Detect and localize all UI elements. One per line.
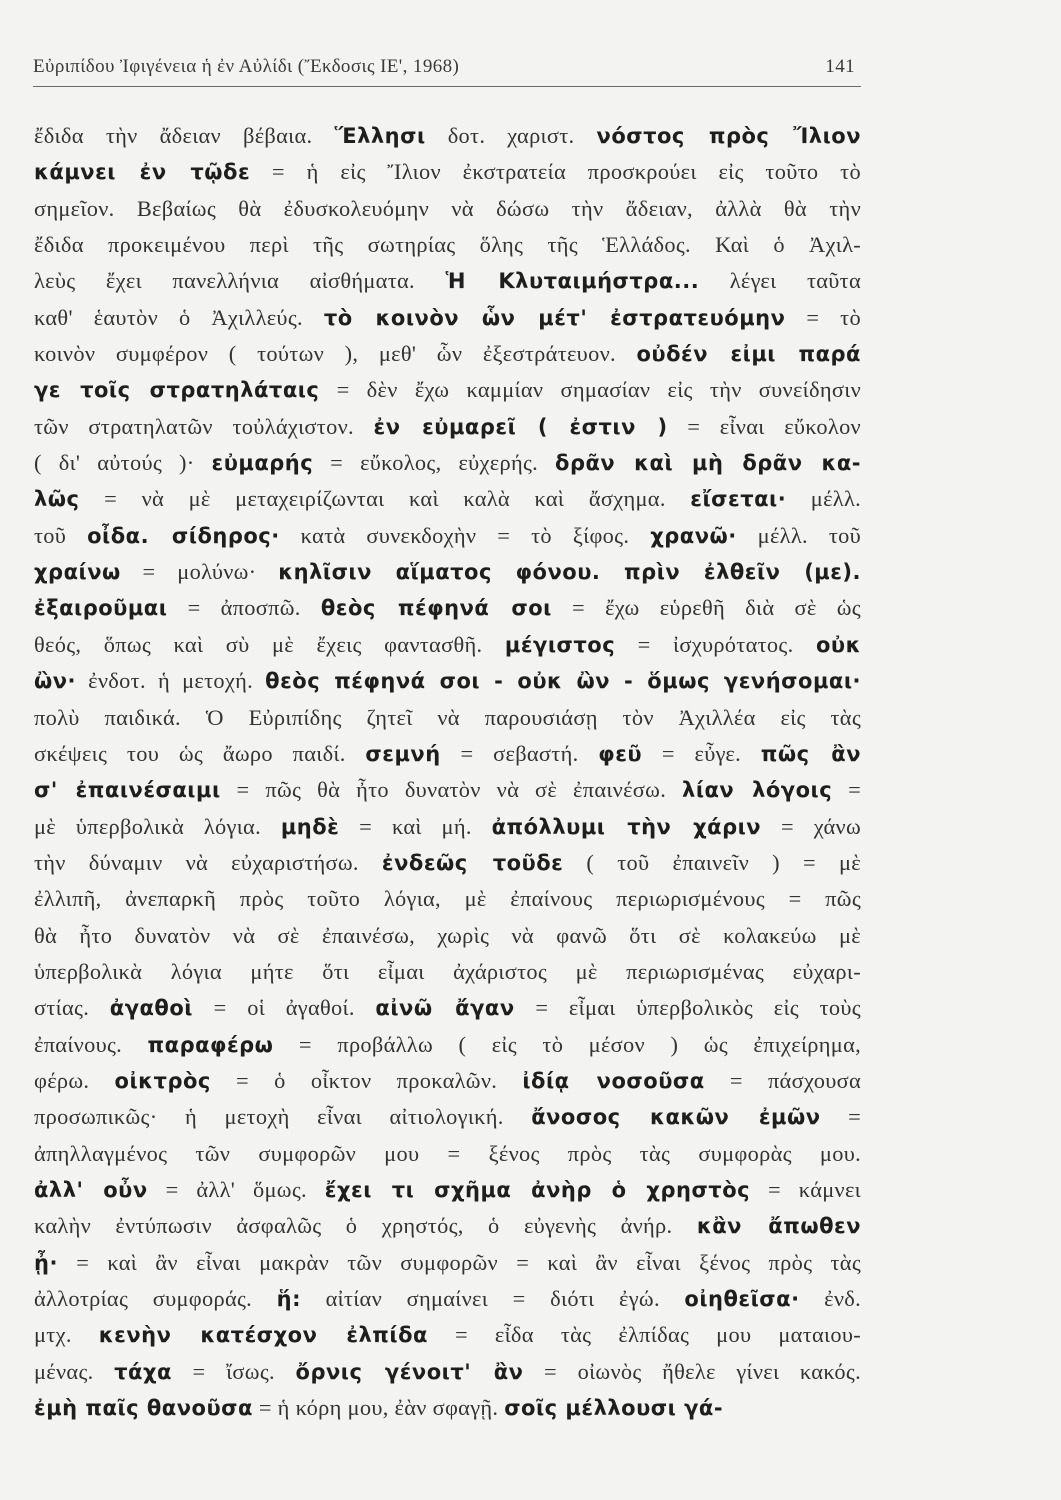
lemma: θεὸς πέφηνά σοι - οὐκ ὢν - ὅμως γενήσομαι· bbox=[265, 669, 861, 694]
gloss-text: = ἔχω εὑρεθῆ διὰ σὲ ὡς bbox=[551, 595, 861, 621]
gloss-text: ἐλλιπῆ, ἀνεπαρκῆ πρὸς τοῦτο λόγια, μὲ ἐπαίνους περιωρισμένους = πῶς bbox=[34, 886, 861, 912]
gloss-text: = οἰωνὸς ἤθελε γίνει κακός. bbox=[523, 1358, 861, 1384]
running-head-title: Εὐριπίδου Ἰφιγένεια ἡ ἐν Αὐλίδι (Ἔκδοσις ΙΕ', 1968) bbox=[33, 56, 460, 77]
lemma: ἐν εὐμαρεῖ ( ἐστιν ) bbox=[373, 414, 668, 439]
lemma: ἔχει τι σχῆμα ἀνὴρ ὁ χρηστὸς bbox=[324, 1177, 751, 1202]
gloss-text: = ἰσχυρότατος. bbox=[615, 631, 816, 657]
gloss-text: = κάμνει bbox=[750, 1176, 861, 1202]
text-line bbox=[34, 1063, 861, 1099]
lemma: παραφέρω bbox=[147, 1032, 274, 1057]
text-line bbox=[34, 227, 861, 263]
lemma: ἀγαθοὶ bbox=[109, 996, 193, 1021]
text-line bbox=[34, 590, 861, 626]
text-line bbox=[34, 372, 861, 408]
text-line bbox=[34, 1245, 861, 1281]
gloss-text: ἐνδ. bbox=[799, 1286, 861, 1311]
gloss-text: κοινὸν συμφέρον ( τούτων ), μεθ' ὧν ἐξεστράτευον. bbox=[34, 341, 637, 367]
gloss-text: μένας. bbox=[34, 1358, 115, 1384]
lemma: χραίνω bbox=[34, 560, 121, 585]
gloss-text: λέγει ταῦτα bbox=[699, 268, 861, 294]
gloss-text: = δὲν ἔχω καμμίαν σημασίαν εἰς τὴν συνείδησιν bbox=[319, 377, 861, 403]
text-line bbox=[34, 300, 861, 336]
gloss-text: μέλλ. τοῦ bbox=[736, 522, 862, 548]
gloss-text: = πῶς θὰ ἦτο δυνατὸν νὰ σὲ ἐπαινέσω. bbox=[220, 777, 683, 803]
lemma: θεὸς πέφηνά σοι bbox=[320, 596, 552, 621]
text-line bbox=[34, 1136, 861, 1172]
lemma: κάμνει ἐν τῷδε bbox=[34, 160, 251, 185]
gloss-text: προσωπικῶς· ἡ μετοχὴ εἶναι αἰτιολογική. bbox=[34, 1104, 532, 1130]
lemma: ὢν· bbox=[34, 669, 77, 694]
text-line bbox=[34, 700, 861, 736]
gloss-text: = ἡ εἰς Ἴλιον ἐκστρατεία προσκρούει εἰς τοῦτο τὸ bbox=[250, 159, 861, 185]
text-line bbox=[34, 990, 861, 1026]
text-line bbox=[34, 1027, 861, 1063]
gloss-text: ἐπαίνους. bbox=[34, 1031, 148, 1057]
gloss-text: = εἶδα τὰς ἐλπίδας μου ματαιου- bbox=[427, 1322, 861, 1348]
lemma: λίαν λόγοις bbox=[682, 778, 833, 803]
text-line bbox=[34, 1317, 861, 1353]
gloss-text: δοτ. χαριστ. bbox=[425, 123, 597, 148]
lemma: Ἕλλησι bbox=[334, 124, 426, 148]
gloss-text: ἀπηλλαγμένος τῶν συμφορῶν μου = ξένος πρὸς τὰς συμφορὰς μου. bbox=[34, 1140, 861, 1166]
commentary-text bbox=[34, 118, 861, 1426]
text-line bbox=[34, 118, 861, 154]
gloss-text: = νὰ μὲ μεταχειρίζωνται καὶ καλὰ καὶ ἄσχημα. bbox=[79, 486, 691, 512]
text-line bbox=[34, 554, 861, 590]
gloss-text: ( δι' αὐτούς )· bbox=[34, 450, 212, 476]
lemma: ᾖ· bbox=[34, 1250, 58, 1275]
gloss-text: = ὁ οἶκτον προκαλῶν. bbox=[210, 1067, 523, 1093]
header-rule bbox=[33, 86, 861, 87]
lemma: γε τοῖς στρατηλάταις bbox=[34, 378, 320, 403]
lemma: σεμνή bbox=[365, 741, 441, 766]
text-line bbox=[34, 154, 861, 190]
lemma: ἐμὴ παῖς θανοῦσα bbox=[34, 1396, 253, 1421]
gloss-text: = εὔκολος, εὐχερής. bbox=[313, 450, 556, 476]
lemma: οἶδα. σίδηρος· bbox=[87, 523, 280, 548]
lemma: κενὴν κατέσχον ἐλπίδα bbox=[98, 1323, 428, 1348]
text-line bbox=[34, 1099, 861, 1135]
lemma: μηδὲ bbox=[280, 814, 340, 839]
lemma: ἀπόλλυμι τὴν χάριν bbox=[491, 814, 762, 839]
text-line bbox=[34, 627, 861, 663]
gloss-text: θεός, ὅπως καὶ σὺ μὲ ἔχεις φαντασθῆ. bbox=[34, 631, 505, 657]
gloss-text: στίας. bbox=[34, 995, 110, 1021]
text-line bbox=[34, 263, 861, 299]
lemma: δρᾶν καὶ μὴ δρᾶν κα- bbox=[555, 451, 862, 476]
gloss-text: = ἡ κόρη μου, ἐὰν σφαγῇ. bbox=[252, 1395, 505, 1421]
gloss-text: = ἴσως. bbox=[171, 1358, 296, 1384]
lemma: τάχα bbox=[114, 1359, 172, 1384]
gloss-text: ( τοῦ ἐπαινεῖν ) = μὲ bbox=[563, 849, 861, 875]
gloss-text: = χάνω bbox=[761, 813, 861, 839]
text-line bbox=[34, 336, 861, 372]
gloss-text: = μολύνω· bbox=[120, 559, 279, 585]
gloss-text: καθ' ἑαυτὸν ὁ Ἀχιλλεύς. bbox=[34, 304, 324, 330]
gloss-text: = οἱ ἀγαθοί. bbox=[192, 995, 376, 1021]
gloss-text: σκέψεις του ὡς ἄωρο παιδί. bbox=[34, 740, 366, 766]
text-line bbox=[34, 1208, 861, 1244]
lemma: πῶς ἂν bbox=[760, 741, 861, 766]
text-line bbox=[34, 663, 861, 699]
text-line bbox=[34, 845, 861, 881]
lemma: νόστος πρὸς Ἴλιον bbox=[596, 124, 862, 148]
lemma: εἴσεται· bbox=[690, 487, 787, 512]
gloss-text: = bbox=[820, 1104, 862, 1130]
lemma: ὄρνις γένοιτ' ἂν bbox=[295, 1359, 524, 1384]
gloss-text: ἔδιδα προκειμένου περὶ τῆς σωτηρίας ὅλης τῆς Ἑλλάδος. Καὶ ὁ Ἀχιλ- bbox=[34, 232, 861, 258]
gloss-text: = τὸ bbox=[785, 304, 861, 330]
gloss-text: μὲ ὑπερβολικὰ λόγια. bbox=[34, 813, 281, 839]
lemma: ἰδίᾳ νοσοῦσα bbox=[522, 1068, 705, 1093]
text-line bbox=[34, 481, 861, 517]
gloss-text: = εὖγε. bbox=[642, 740, 761, 766]
gloss-text: = καὶ ἂν εἶναι μακρὰν τῶν συμφορῶν = καὶ ἂν εἶναι ξένος πρὸς τὰς bbox=[57, 1249, 861, 1275]
gloss-text: = σεβαστή. bbox=[440, 740, 599, 766]
lemma: ἥ: bbox=[276, 1287, 301, 1311]
lemma: μέγιστος bbox=[504, 632, 616, 657]
lemma: σοῖς μέλλουσι γά- bbox=[504, 1396, 724, 1421]
lemma: χρανῶ· bbox=[650, 523, 737, 548]
text-line bbox=[34, 736, 861, 772]
gloss-text: τὴν δύναμιν νὰ εὐχαριστήσω. bbox=[34, 849, 382, 875]
gloss-text: ἔδιδα τὴν ἄδειαν βέβαια. bbox=[34, 123, 335, 148]
gloss-text: λεὺς ἔχει πανελλήνια αἰσθήματα. bbox=[34, 268, 446, 294]
gloss-text: ἀλλοτρίας συμφοράς. bbox=[34, 1286, 277, 1311]
running-head bbox=[33, 56, 861, 86]
gloss-text: = ἀποσπῶ. bbox=[167, 595, 321, 621]
text-line bbox=[34, 918, 861, 954]
lemma: ἐνδεῶς τοῦδε bbox=[381, 850, 564, 875]
lemma: Ἡ Κλυταιμήστρα... bbox=[445, 269, 700, 294]
text-line bbox=[34, 445, 861, 481]
gloss-text: τῶν στρατηλατῶν τοὐλάχιστον. bbox=[34, 413, 374, 439]
gloss-text: = προβάλλω ( εἰς τὸ μέσον ) ὡς ἐπιχείρημα, bbox=[273, 1031, 862, 1057]
text-line bbox=[34, 191, 861, 227]
gloss-text: κατὰ συνεκδοχὴν = τὸ ξίφος. bbox=[279, 522, 651, 548]
lemma: εὐμαρής bbox=[211, 451, 314, 476]
gloss-text: = καὶ μή. bbox=[339, 813, 492, 839]
text-line bbox=[34, 1172, 861, 1208]
lemma: οὐκ bbox=[815, 632, 861, 657]
gloss-text: πολὺ παιδικά. Ὁ Εὐριπίδης ζητεῖ νὰ παρουσιάσῃ τὸν Ἀχιλλέα εἰς τὰς bbox=[34, 704, 861, 730]
lemma: τὸ κοινὸν ὧν μέτ' ἐστρατευόμην bbox=[323, 305, 786, 330]
gloss-text: = εἶναι εὔκολον bbox=[667, 413, 861, 439]
text-line bbox=[34, 954, 861, 990]
lemma: οἰκτρὸς bbox=[114, 1068, 211, 1093]
text-line bbox=[34, 1281, 861, 1317]
lemma: ἀλλ' οὖν bbox=[34, 1177, 148, 1202]
text-line bbox=[34, 409, 861, 445]
gloss-text: = ἀλλ' ὅμως. bbox=[147, 1176, 325, 1202]
gloss-text: = εἶμαι ὑπερβολικὸς εἰς τοὺς bbox=[514, 995, 861, 1021]
lemma: λῶς bbox=[34, 487, 80, 512]
lemma: αἰνῶ ἄγαν bbox=[375, 996, 515, 1021]
gloss-text: = πάσχουσα bbox=[704, 1067, 861, 1093]
lemma: κηλῖσιν αἵματος φόνου. πρὶν ἐλθεῖν (με). bbox=[278, 560, 862, 585]
lemma: σ' ἐπαινέσαιμι bbox=[34, 778, 221, 803]
lemma: φεῦ bbox=[598, 741, 643, 766]
gloss-text: μέλλ. bbox=[786, 486, 861, 512]
text-line bbox=[34, 1390, 861, 1426]
gloss-text: μτχ. bbox=[34, 1322, 99, 1348]
lemma: ἄνοσος κακῶν ἐμῶν bbox=[531, 1105, 821, 1130]
gloss-text: ἐνδοτ. ἡ μετοχή. bbox=[76, 668, 266, 694]
lemma: κἂν ἄπωθεν bbox=[696, 1214, 861, 1239]
gloss-text: = bbox=[832, 777, 862, 803]
gloss-text: σημεῖον. Βεβαίως θὰ ἐδυσκολευόμην νὰ δώσω τὴν ἄδειαν, ἀλλὰ θὰ τὴν bbox=[34, 195, 861, 221]
lemma: ἐξαιροῦμαι bbox=[34, 596, 168, 621]
text-line bbox=[34, 1354, 861, 1390]
text-line bbox=[34, 881, 861, 917]
lemma: οὐδέν εἰμι παρά bbox=[636, 342, 861, 367]
gloss-text: θὰ ἦτο δυνατὸν νὰ σὲ ἐπαινέσω, χωρὶς νὰ φανῶ ὅτι σὲ κολακεύω μὲ bbox=[34, 922, 861, 948]
gloss-text: καλὴν ἐντύπωσιν ἀσφαλῶς ὁ χρηστός, ὁ εὐγενὴς ἀνήρ. bbox=[34, 1213, 697, 1239]
page-number: 141 bbox=[825, 56, 855, 77]
gloss-text: φέρω. bbox=[34, 1067, 115, 1093]
gloss-text: αἰτίαν σημαίνει = διότι ἐγώ. bbox=[301, 1286, 685, 1311]
gloss-text: τοῦ bbox=[34, 522, 88, 548]
gloss-text: ὑπερβολικὰ λόγια μήτε ὅτι εἶμαι ἀχάριστος μὲ περιωρισμένας εὐχαρι- bbox=[34, 958, 861, 984]
lemma: οἰηθεῖσα· bbox=[684, 1287, 800, 1311]
text-line bbox=[34, 518, 861, 554]
text-line bbox=[34, 772, 861, 808]
text-line bbox=[34, 809, 861, 845]
